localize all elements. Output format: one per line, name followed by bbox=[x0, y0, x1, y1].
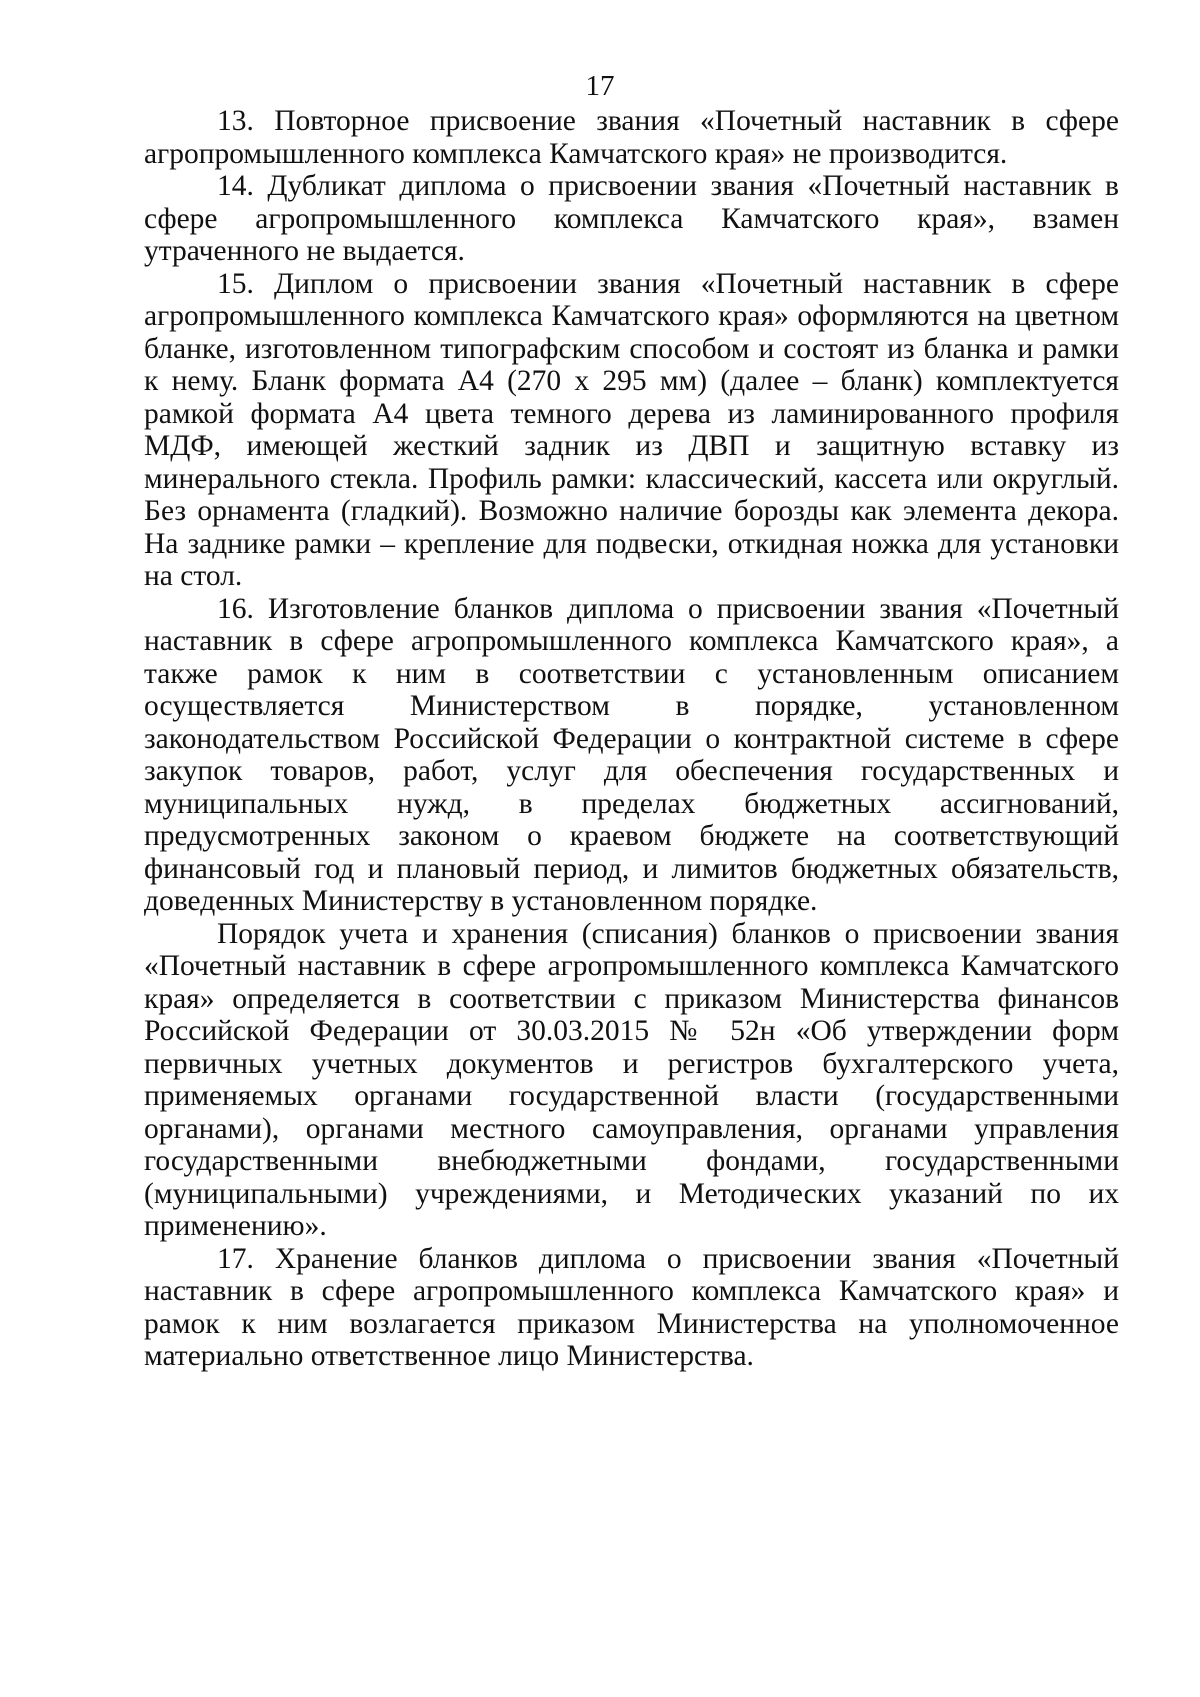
paragraph-blank-accounting: Порядок учета и хранения (списания) бланков о присвоении звания «Почетный наставник в сфере агропромышленного комплекса Камчатского края» определяется в соответствии с приказом Министерства финансов Российской Федерации от 30.03.2015 № 52н «Об утверждении форм первичных учетных документов и регистров бухгалтерского учета, применяемых органами государственной власти (государственными органами), органами местного самоуправления, органами управления государственными внебюджетными фондами, государственными (муниципальными) учреждениями, и Методических указаний по их применению». bbox=[144, 917, 1119, 1242]
paragraph-15: 15. Диплом о присвоении звания «Почетный наставник в сфере агропромышленного комплекса Камчатского края» оформляются на цветном бланке, изготовленном типографским способом и состоят из бланка и рамки к нему. Бланк формата А4 (270 х 295 мм) (далее – бланк) комплектуется рамкой формата А4 цвета темного дерева из ламинированного профиля МДФ, имеющей жесткий задник из ДВП и защитную вставку из минерального стекла. Профиль рамки: классический, кассета или округлый. Без орнамента (гладкий). Возможно наличие борозды как элемента декора. На заднике рамки – крепление для подвески, откидная ножка для установки на стол. bbox=[144, 267, 1119, 592]
paragraph-14: 14. Дубликат диплома о присвоении звания «Почетный наставник в сфере агропромышленного комплекса Камчатского края», взамен утраченного не выдается. bbox=[144, 170, 1119, 267]
document-body bbox=[144, 105, 1119, 1373]
paragraph-16: 16. Изготовление бланков диплома о присвоении звания «Почетный наставник в сфере агропромышленного комплекса Камчатского края», а также рамок к ним в соответствии с установленным описанием осуществляется Министерством в порядке, установленном законодательством Российской Федерации о контрактной системе в сфере закупок товаров, работ, услуг для обеспечения государственных и муниципальных нужд, в пределах бюджетных ассигнований, предусмотренных законом о краевом бюджете на соответствующий финансовый год и плановый период, и лимитов бюджетных обязательств, доведенных Министерству в установленном порядке. bbox=[144, 592, 1119, 917]
page-number: 17 bbox=[585, 70, 615, 102]
paragraph-13: 13. Повторное присвоение звания «Почетный наставник в сфере агропромышленного комплекса Камчатского края» не производится. bbox=[144, 105, 1119, 170]
paragraph-17: 17. Хранение бланков диплома о присвоении звания «Почетный наставник в сфере агропромышленного комплекса Камчатского края» и рамок к ним возлагается приказом Министерства на уполномоченное материально ответственное лицо Министерства. bbox=[144, 1242, 1119, 1372]
